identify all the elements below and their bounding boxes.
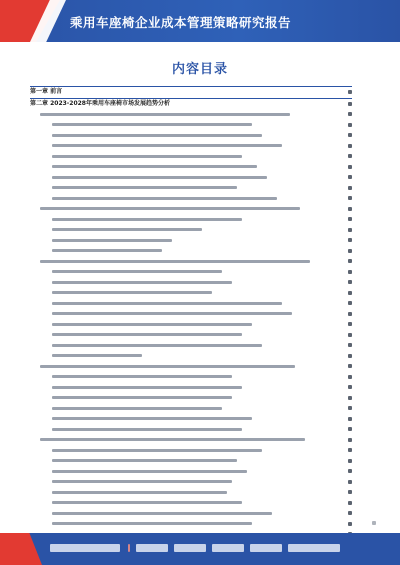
footer-slogan-segment: [288, 544, 340, 552]
toc-entry-text: 第一章 前言: [30, 87, 65, 98]
toc-page-number-mark: [348, 90, 352, 94]
toc-entry-illegible[interactable]: [30, 214, 352, 225]
footer-banner: [0, 533, 400, 565]
toc-entry-text-placeholder: [52, 354, 142, 357]
toc-entry-illegible[interactable]: [30, 130, 352, 141]
toc-page-number-mark: [348, 459, 352, 463]
toc-entry-illegible[interactable]: [30, 393, 352, 404]
toc-entry-illegible[interactable]: [30, 162, 352, 173]
toc-entry-text-placeholder: [52, 501, 242, 504]
footer-slogan-segment: [50, 544, 120, 552]
toc-entry-text-placeholder: [52, 386, 242, 389]
toc-page-number-mark: [348, 343, 352, 347]
toc-entry-illegible[interactable]: [30, 351, 352, 362]
toc-page-number-mark: [348, 133, 352, 137]
toc-entry-text-placeholder: [52, 155, 242, 158]
toc-page-number-mark: [348, 291, 352, 295]
toc-page-number-mark: [348, 102, 352, 106]
toc-page-number-mark: [348, 490, 352, 494]
toc-page-number-mark: [348, 196, 352, 200]
footer-slogan-segment: [212, 544, 244, 552]
toc-entry-text-placeholder: [40, 438, 305, 441]
toc-entry-illegible[interactable]: [30, 487, 352, 498]
toc-entry-illegible[interactable]: [30, 309, 352, 320]
toc-entry-text-placeholder: [40, 207, 300, 210]
toc-entry-illegible[interactable]: [30, 519, 352, 530]
toc-page-number-mark: [348, 511, 352, 515]
toc-entry-illegible[interactable]: [30, 372, 352, 383]
toc-page-number-mark: [348, 249, 352, 253]
toc-entry-illegible[interactable]: [30, 193, 352, 204]
toc-entry-illegible[interactable]: [30, 340, 352, 351]
toc-page-number-mark: [348, 186, 352, 190]
footer-slogan-separator: [128, 544, 130, 552]
toc-entry-text-placeholder: [52, 522, 252, 525]
toc-entry-text-placeholder: [52, 176, 267, 179]
footer-slogan-segment: [250, 544, 282, 552]
toc-page-number-mark: [348, 354, 352, 358]
toc-entry-illegible[interactable]: [30, 172, 352, 183]
toc-entry-illegible[interactable]: [30, 246, 352, 257]
toc-entry-illegible[interactable]: [30, 120, 352, 131]
toc-entry-text-placeholder: [52, 459, 237, 462]
toc-page-number-mark: [348, 501, 352, 505]
footer-slogan-segment: [174, 544, 206, 552]
toc-entry-text-placeholder: [52, 270, 222, 273]
toc-entry-illegible[interactable]: [30, 288, 352, 299]
toc-entry-illegible[interactable]: [30, 361, 352, 372]
table-of-contents: [30, 86, 352, 565]
toc-entry-illegible[interactable]: [30, 235, 352, 246]
toc-entry-illegible[interactable]: [30, 225, 352, 236]
toc-entry-illegible[interactable]: [30, 277, 352, 288]
toc-entry-text-placeholder: [52, 512, 272, 515]
toc-entry-text-placeholder: [52, 144, 282, 147]
toc-entry-illegible[interactable]: [30, 183, 352, 194]
toc-page-number-mark: [348, 469, 352, 473]
toc-entry-text-placeholder: [52, 239, 172, 242]
toc-entry-illegible[interactable]: [30, 498, 352, 509]
toc-entry-illegible[interactable]: [30, 298, 352, 309]
toc-entry-text-placeholder: [52, 134, 262, 137]
toc-page-number-mark: [348, 448, 352, 452]
toc-entry-text-placeholder: [52, 344, 262, 347]
toc-entry-text: 第二章 2023-2028年乘用车座椅市场发展趋势分析: [30, 99, 173, 110]
toc-entry-illegible[interactable]: [30, 424, 352, 435]
footer-red-decoration: [0, 533, 42, 565]
toc-entry-text-placeholder: [52, 333, 242, 336]
toc-entry-illegible[interactable]: [30, 204, 352, 215]
toc-entry-text-placeholder: [52, 281, 232, 284]
toc-entry-text-placeholder: [52, 375, 232, 378]
footer-slogan-illegible: [50, 544, 394, 553]
toc-entry-illegible[interactable]: [30, 508, 352, 519]
toc-entry-text-placeholder: [52, 480, 232, 483]
toc-page-number-mark: [348, 301, 352, 305]
toc-entry-text-placeholder: [52, 323, 252, 326]
toc-entry-text-placeholder: [52, 197, 277, 200]
toc-page-number-mark: [348, 480, 352, 484]
toc-page-number-mark: [348, 427, 352, 431]
toc-page-number-mark: [348, 385, 352, 389]
toc-page-number-mark: [348, 280, 352, 284]
toc-chapter-line[interactable]: [30, 98, 352, 110]
toc-entry-illegible[interactable]: [30, 466, 352, 477]
toc-page-number-mark: [348, 417, 352, 421]
toc-entry-illegible[interactable]: [30, 151, 352, 162]
toc-page-number-mark: [348, 217, 352, 221]
toc-entry-text-placeholder: [52, 249, 162, 252]
toc-entry-text-placeholder: [52, 228, 202, 231]
toc-entry-text-placeholder: [52, 417, 252, 420]
toc-entry-text-placeholder: [52, 312, 292, 315]
toc-page-number-mark: [348, 144, 352, 148]
toc-page-number-mark: [348, 333, 352, 337]
toc-entry-text-placeholder: [52, 428, 242, 431]
toc-entry-text-placeholder: [52, 186, 237, 189]
toc-page-number-mark: [348, 238, 352, 242]
toc-heading: 内容目录: [171, 62, 228, 77]
toc-entry-text-placeholder: [52, 449, 262, 452]
toc-entry-illegible[interactable]: [30, 109, 352, 120]
toc-page-number-mark: [348, 154, 352, 158]
toc-page-number-mark: [348, 207, 352, 211]
toc-page-number-mark: [348, 123, 352, 127]
toc-entry-text-placeholder: [52, 407, 222, 410]
toc-entry-text-placeholder: [40, 113, 290, 116]
toc-page-number-mark: [348, 175, 352, 179]
toc-entry-text-placeholder: [52, 302, 282, 305]
toc-entry-illegible[interactable]: [30, 456, 352, 467]
toc-page-number-mark: [348, 259, 352, 263]
toc-page-number-mark: [348, 522, 352, 526]
toc-entry-text-placeholder: [52, 291, 212, 294]
toc-entry-illegible[interactable]: [30, 445, 352, 456]
toc-entry-text-placeholder: [52, 123, 252, 126]
toc-entry-illegible[interactable]: [30, 319, 352, 330]
toc-entry-illegible[interactable]: [30, 330, 352, 341]
page-number-mark: [372, 521, 376, 525]
toc-page-number-mark: [348, 375, 352, 379]
toc-entry-illegible[interactable]: [30, 435, 352, 446]
toc-page-number-mark: [348, 165, 352, 169]
toc-entry-illegible[interactable]: [30, 477, 352, 488]
toc-page-number-mark: [348, 228, 352, 232]
toc-page-number-mark: [348, 312, 352, 316]
toc-page-number-mark: [348, 364, 352, 368]
toc-entry-text-placeholder: [40, 260, 310, 263]
toc-page-number-mark: [348, 406, 352, 410]
toc-page-number-mark: [348, 112, 352, 116]
report-title: 乘用车座椅企业成本管理策略研究报告: [70, 15, 292, 30]
toc-entry-illegible[interactable]: [30, 267, 352, 278]
toc-entry-illegible[interactable]: [30, 141, 352, 152]
toc-entry-text-placeholder: [40, 365, 295, 368]
toc-page-number-mark: [348, 322, 352, 326]
toc-entry-illegible[interactable]: [30, 403, 352, 414]
toc-chapter-line[interactable]: [30, 86, 352, 98]
toc-page-number-mark: [348, 438, 352, 442]
toc-page-number-mark: [348, 270, 352, 274]
header-banner: [0, 0, 400, 42]
toc-entry-text-placeholder: [52, 470, 247, 473]
toc-entry-text-placeholder: [52, 396, 232, 399]
toc-entry-illegible[interactable]: [30, 382, 352, 393]
toc-entry-text-placeholder: [52, 165, 257, 168]
toc-entry-illegible[interactable]: [30, 414, 352, 425]
toc-entry-text-placeholder: [52, 218, 242, 221]
toc-page-number-mark: [348, 396, 352, 400]
toc-entry-text-placeholder: [52, 491, 227, 494]
toc-entry-illegible[interactable]: [30, 256, 352, 267]
footer-slogan-segment: [136, 544, 168, 552]
